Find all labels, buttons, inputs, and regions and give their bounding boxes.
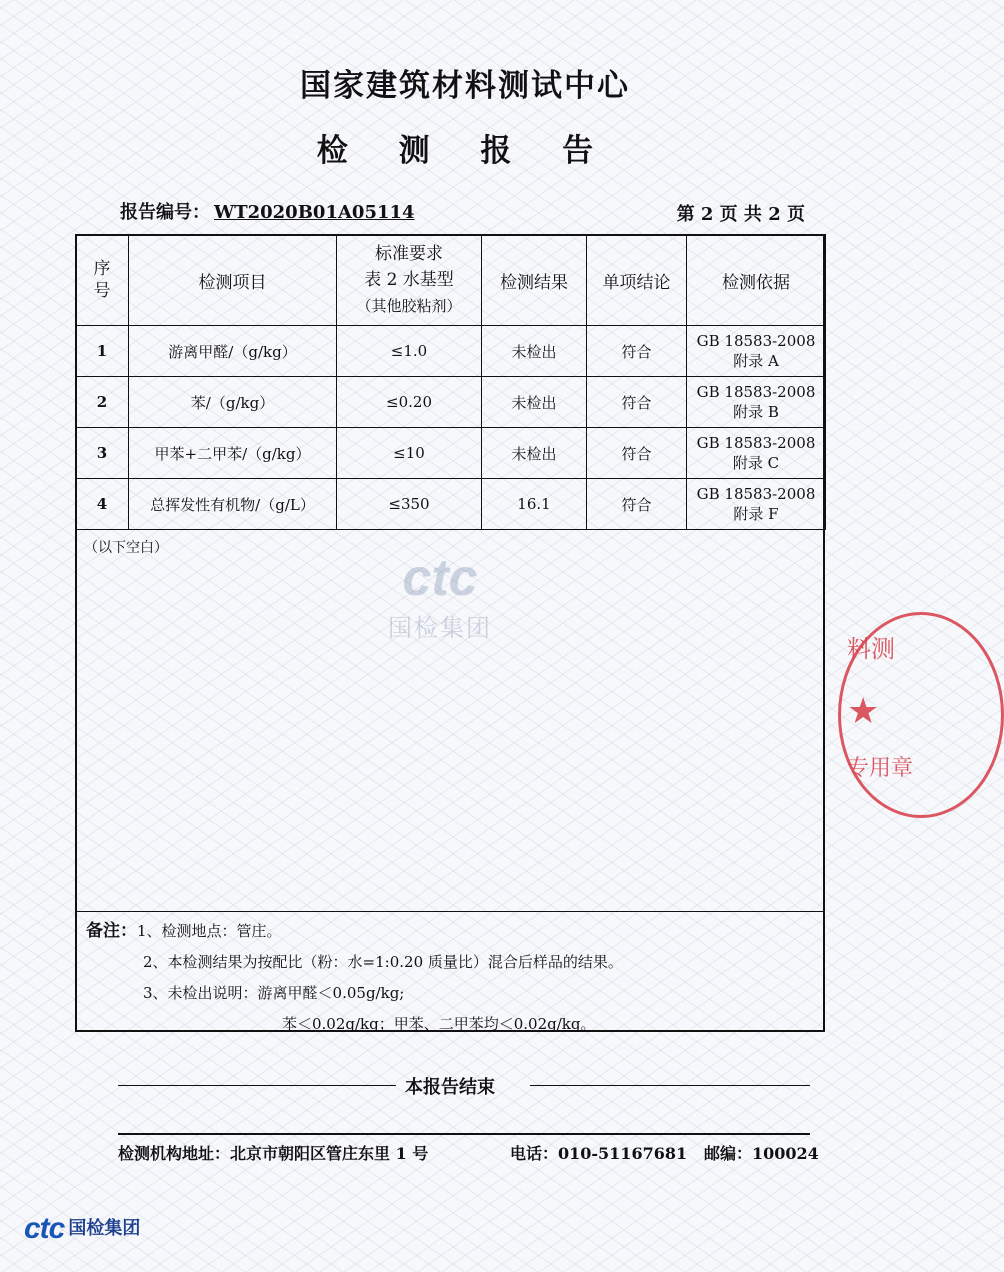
report-number (120, 198, 415, 224)
row-item: 甲苯+二甲苯/（g/kg） (129, 428, 337, 479)
seal-star-icon: ★ (847, 691, 880, 732)
header-standard-line1: 标准要求 (375, 244, 443, 264)
row-result: 未检出 (482, 428, 587, 479)
end-of-report: 本报告结束 (405, 1077, 495, 1098)
header-result: 检测结果 (482, 235, 587, 326)
note-line-4: 苯＜0.02g/kg；甲苯、二甲苯均＜0.02g/kg。 (282, 1015, 596, 1033)
row-basis: GB 18583-2008 附录 B (687, 377, 826, 428)
row-basis: GB 18583-2008 附录 C (687, 428, 826, 479)
footer-divider (118, 1133, 810, 1135)
row-basis: GB 18583-2008 附录 F (687, 479, 826, 530)
row-standard: ≤0.20 (337, 377, 482, 428)
row-item: 苯/（g/kg） (129, 377, 337, 428)
watermark-group-name: 国检集团 (388, 615, 492, 642)
row-conclusion: 符合 (587, 428, 687, 479)
row-conclusion: 符合 (587, 377, 687, 428)
header-standard-line3: （其他胶粘剂） (356, 297, 462, 315)
watermark-logo: ctc (402, 549, 478, 607)
footer-address: 检测机构地址：北京市朝阳区管庄东里 1 号 (118, 1144, 429, 1163)
row-conclusion: 符合 (587, 479, 687, 530)
blank-note: （以下空白） (84, 540, 168, 556)
header-conclusion: 单项结论 (587, 235, 687, 326)
page-info: 第 2 页 共 2 页 (676, 204, 805, 225)
row-result: 16.1 (482, 479, 587, 530)
report-number-label: 报告编号： (120, 202, 210, 223)
header-no: 序号 (76, 235, 129, 326)
row-no: 1 (76, 326, 129, 377)
note-line-1: 1、检测地点：管庄。 (137, 922, 282, 940)
org-title: 国家建筑材料测试中心 (300, 68, 630, 104)
seal-top-text: 料测 (847, 635, 895, 663)
row-no: 4 (76, 479, 129, 530)
footer-zip: 邮编：100024 (704, 1144, 819, 1163)
notes-label: 备注： (86, 921, 137, 941)
row-standard: ≤1.0 (337, 326, 482, 377)
table-row (76, 479, 826, 530)
report-number-value: WT2020B01A05114 (214, 202, 415, 223)
row-result: 未检出 (482, 326, 587, 377)
header-standard-line2: 表 2 水基型 (364, 270, 454, 290)
row-no: 2 (76, 377, 129, 428)
brand-logo-mark: ctc (24, 1212, 65, 1245)
header-standard (337, 235, 482, 326)
seal-bottom-text: 专用章 (847, 756, 914, 781)
table-row (76, 377, 826, 428)
official-seal (838, 612, 1004, 818)
row-conclusion: 符合 (587, 326, 687, 377)
footer-phone: 电话：010-51167681 (510, 1144, 688, 1163)
row-no: 3 (76, 428, 129, 479)
row-standard: ≤350 (337, 479, 482, 530)
header-basis: 检测依据 (687, 235, 826, 326)
brand-name: 国检集团 (68, 1218, 141, 1238)
row-basis: GB 18583-2008 附录 A (687, 326, 826, 377)
table-row (76, 428, 826, 479)
end-divider-right (530, 1085, 810, 1086)
note-line-2: 2、本检测结果为按配比（粉：水=1:0.20 质量比）混合后样品的结果。 (143, 953, 623, 971)
document-title: 检 测 报 告 (316, 133, 614, 169)
note-line-3: 3、未检出说明：游离甲醛＜0.05g/kg; (143, 984, 405, 1002)
row-item: 总挥发性有机物/（g/L） (129, 479, 337, 530)
notes-divider (75, 911, 825, 912)
results-table (75, 234, 826, 530)
row-result: 未检出 (482, 377, 587, 428)
brand-logo (24, 1212, 140, 1246)
table-header-row (76, 235, 826, 326)
header-item: 检测项目 (129, 235, 337, 326)
table-row (76, 326, 826, 377)
notes-section (86, 916, 623, 1040)
row-standard: ≤10 (337, 428, 482, 479)
row-item: 游离甲醛/（g/kg） (129, 326, 337, 377)
